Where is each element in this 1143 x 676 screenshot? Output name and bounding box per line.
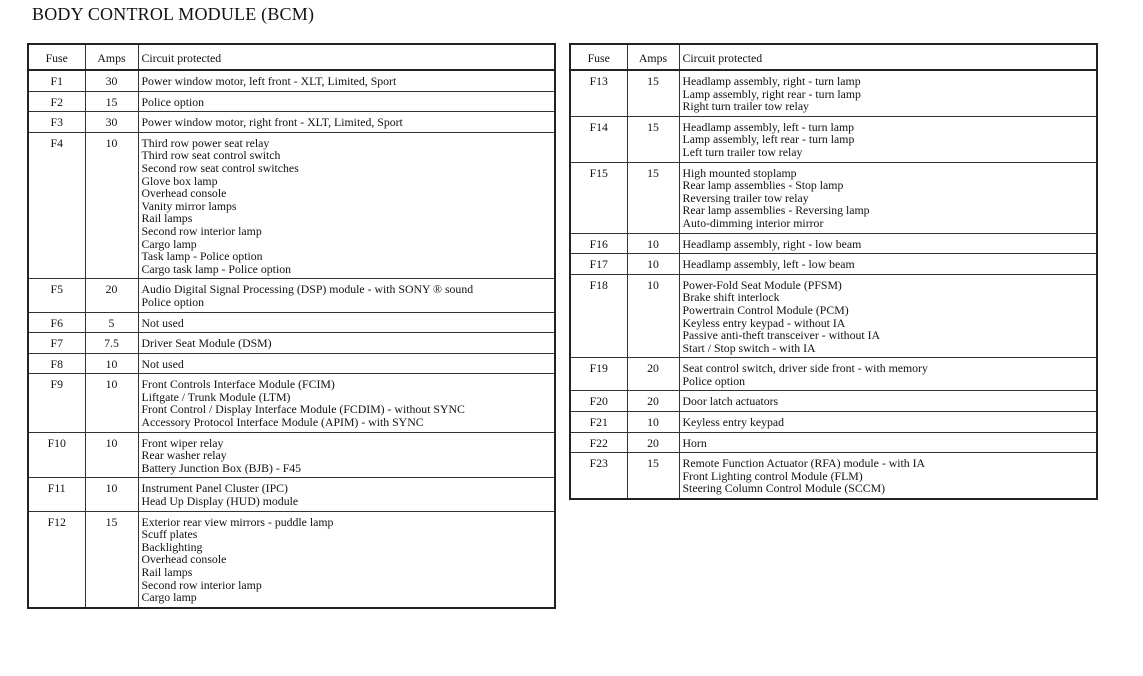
fuse-cell: F23 <box>570 453 627 499</box>
circuit-cell <box>138 112 555 133</box>
fuse-cell: F20 <box>570 391 627 412</box>
fuse-cell: F4 <box>28 132 85 279</box>
amps-cell: 15 <box>627 116 679 162</box>
amps-cell: 20 <box>627 358 679 391</box>
fuse-table-left <box>27 43 556 609</box>
circuit-line: Remote Function Actuator (RFA) module - with IA <box>682 456 926 471</box>
table-row <box>570 453 1097 499</box>
table-row <box>570 70 1097 116</box>
circuit-line: Battery Junction Box (BJB) - F45 <box>141 460 302 475</box>
circuit-line: Rail lamps <box>141 211 193 226</box>
fuse-cell: F8 <box>28 353 85 374</box>
circuit-line: Keyless entry keypad <box>682 415 785 430</box>
circuit-line: Lamp assembly, left rear - turn lamp <box>682 132 855 147</box>
circuit-cell <box>679 116 1097 162</box>
circuit-cell <box>679 274 1097 358</box>
circuit-cell <box>138 91 555 112</box>
circuit-line: Overhead console <box>141 552 227 567</box>
circuit-line: Accessory Protocol Interface Module (APIM) - with SYNC <box>141 415 424 430</box>
circuit-line: Instrument Panel Cluster (IPC) <box>141 481 288 496</box>
circuit-line: Glove box lamp <box>141 173 218 188</box>
amps-cell: 10 <box>85 478 138 511</box>
table-row <box>570 116 1097 162</box>
circuit-line: Third row power seat relay <box>141 135 270 150</box>
fuse-cell: F11 <box>28 478 85 511</box>
amps-cell: 10 <box>85 353 138 374</box>
circuit-line: Passive anti-theft transceiver - without IA <box>682 328 881 343</box>
circuit-line: Police option <box>682 373 746 388</box>
circuit-line: Second row interior lamp <box>141 223 262 238</box>
circuit-line: Task lamp - Police option <box>141 249 263 264</box>
circuit-line: Right turn trailer tow relay <box>682 99 809 114</box>
circuit-line: Rear washer relay <box>141 448 227 463</box>
table-row <box>28 374 555 432</box>
amps-cell: 15 <box>627 70 679 116</box>
circuit-line: Third row seat control switch <box>141 148 281 163</box>
amps-cell: 10 <box>627 274 679 358</box>
circuit-line: Audio Digital Signal Processing (DSP) module - with SONY ® sound <box>141 282 474 297</box>
fuse-cell: F18 <box>570 274 627 358</box>
fuse-cell: F12 <box>28 511 85 608</box>
circuit-cell <box>138 478 555 511</box>
table-row <box>28 478 555 511</box>
circuit-cell <box>138 70 555 91</box>
circuit-line: Headlamp assembly, left - low beam <box>682 257 855 272</box>
header-fuse: Fuse <box>570 44 627 70</box>
circuit-cell <box>679 233 1097 254</box>
circuit-line: Exterior rear view mirrors - puddle lamp <box>141 514 334 529</box>
amps-cell: 10 <box>85 132 138 279</box>
amps-cell: 20 <box>627 432 679 453</box>
fuse-cell: F21 <box>570 412 627 433</box>
circuit-line: Headlamp assembly, right - turn lamp <box>682 74 861 88</box>
circuit-line: Cargo lamp <box>141 590 197 605</box>
circuit-line: Overhead console <box>141 186 227 201</box>
header-amps: Amps <box>85 44 138 70</box>
header-circuit: Circuit protected <box>138 44 555 70</box>
circuit-line: Cargo task lamp - Police option <box>141 261 292 276</box>
circuit-cell <box>679 254 1097 275</box>
fuse-cell: F9 <box>28 374 85 432</box>
circuit-cell <box>138 511 555 608</box>
amps-cell: 30 <box>85 70 138 91</box>
circuit-cell <box>679 391 1097 412</box>
table-row <box>28 70 555 91</box>
amps-cell: 15 <box>627 162 679 233</box>
table-row <box>28 132 555 279</box>
circuit-line: Door latch actuators <box>682 394 779 409</box>
circuit-line: Headlamp assembly, left - turn lamp <box>682 119 855 134</box>
table-row <box>28 279 555 312</box>
circuit-cell <box>138 132 555 279</box>
circuit-line: High mounted stoplamp <box>682 165 797 180</box>
table-row <box>570 391 1097 412</box>
circuit-line: Powertrain Control Module (PCM) <box>682 302 849 317</box>
circuit-line: Reversing trailer tow relay <box>682 190 809 205</box>
circuit-line: Liftgate / Trunk Module (LTM) <box>141 389 291 404</box>
circuit-line: Vanity mirror lamps <box>141 198 237 213</box>
amps-cell: 15 <box>85 91 138 112</box>
fuse-cell: F16 <box>570 233 627 254</box>
amps-cell: 7.5 <box>85 333 138 354</box>
circuit-line: Police option <box>141 294 205 309</box>
circuit-line: Not used <box>141 315 184 330</box>
amps-cell: 10 <box>627 254 679 275</box>
circuit-cell <box>679 453 1097 499</box>
table-row <box>570 412 1097 433</box>
table-row <box>28 91 555 112</box>
fuse-cell: F15 <box>570 162 627 233</box>
circuit-cell <box>679 358 1097 391</box>
table-row <box>28 312 555 333</box>
circuit-cell <box>138 279 555 312</box>
table-row <box>570 233 1097 254</box>
fuse-cell: F22 <box>570 432 627 453</box>
fuse-cell: F7 <box>28 333 85 354</box>
circuit-line: Auto-dimming interior mirror <box>682 215 824 230</box>
fuse-cell: F19 <box>570 358 627 391</box>
circuit-line: Front Lighting control Module (FLM) <box>682 468 863 483</box>
table-row <box>28 112 555 133</box>
circuit-line: Rear lamp assemblies - Reversing lamp <box>682 203 870 218</box>
circuit-cell <box>138 432 555 478</box>
circuit-cell <box>138 333 555 354</box>
circuit-line: Brake shift interlock <box>682 290 780 305</box>
table-row <box>28 511 555 608</box>
circuit-line: Lamp assembly, right rear - turn lamp <box>682 86 861 101</box>
circuit-line: Power-Fold Seat Module (PFSM) <box>682 277 842 292</box>
table-row <box>570 254 1097 275</box>
fuse-cell: F1 <box>28 70 85 91</box>
circuit-line: Power window motor, left front - XLT, Limited, Sport <box>141 74 397 88</box>
circuit-cell <box>679 162 1097 233</box>
table-row <box>570 162 1097 233</box>
circuit-line: Second row seat control switches <box>141 160 299 175</box>
circuit-cell <box>679 70 1097 116</box>
table-header-row <box>570 44 1097 70</box>
amps-cell: 20 <box>627 391 679 412</box>
header-amps: Amps <box>627 44 679 70</box>
amps-cell: 15 <box>85 511 138 608</box>
amps-cell: 10 <box>85 432 138 478</box>
table-row <box>570 358 1097 391</box>
circuit-line: Rear lamp assemblies - Stop lamp <box>682 178 844 193</box>
fuse-cell: F2 <box>28 91 85 112</box>
fuse-cell: F17 <box>570 254 627 275</box>
circuit-line: Front Controls Interface Module (FCIM) <box>141 377 335 392</box>
page-title: BODY CONTROL MODULE (BCM) <box>32 4 315 24</box>
amps-cell: 15 <box>627 453 679 499</box>
circuit-line: Left turn trailer tow relay <box>682 144 803 159</box>
circuit-cell <box>138 353 555 374</box>
fuse-cell: F14 <box>570 116 627 162</box>
circuit-line: Steering Column Control Module (SCCM) <box>682 481 886 496</box>
circuit-line: Scuff plates <box>141 527 198 542</box>
amps-cell: 5 <box>85 312 138 333</box>
table-row <box>570 274 1097 358</box>
circuit-cell <box>679 432 1097 453</box>
fuse-cell: F5 <box>28 279 85 312</box>
amps-cell: 10 <box>85 374 138 432</box>
circuit-line: Horn <box>682 435 707 450</box>
circuit-line: Front wiper relay <box>141 435 224 450</box>
table-row <box>28 432 555 478</box>
circuit-line: Front Control / Display Interface Module (FCDIM) - without SYNC <box>141 402 465 417</box>
circuit-line: Start / Stop switch - with IA <box>682 340 816 355</box>
circuit-line: Keyless entry keypad - without IA <box>682 315 846 330</box>
table-row <box>28 333 555 354</box>
amps-cell: 20 <box>85 279 138 312</box>
fuse-cell: F13 <box>570 70 627 116</box>
table-row <box>570 432 1097 453</box>
circuit-line: Headlamp assembly, right - low beam <box>682 236 862 251</box>
circuit-line: Cargo lamp <box>141 236 197 251</box>
circuit-line: Not used <box>141 356 184 371</box>
circuit-line: Seat control switch, driver side front - with memory <box>682 361 928 376</box>
header-circuit: Circuit protected <box>679 44 1097 70</box>
circuit-line: Head Up Display (HUD) module <box>141 494 299 509</box>
amps-cell: 30 <box>85 112 138 133</box>
fuse-cell: F3 <box>28 112 85 133</box>
circuit-line: Police option <box>141 94 205 109</box>
circuit-line: Backlighting <box>141 539 203 554</box>
circuit-line: Second row interior lamp <box>141 577 262 592</box>
circuit-line: Rail lamps <box>141 565 193 579</box>
fuse-cell: F10 <box>28 432 85 478</box>
amps-cell: 10 <box>627 233 679 254</box>
circuit-cell <box>138 312 555 333</box>
fuse-cell: F6 <box>28 312 85 333</box>
circuit-cell <box>138 374 555 432</box>
amps-cell: 10 <box>627 412 679 433</box>
fuse-table-right <box>569 43 1098 500</box>
circuit-line: Power window motor, right front - XLT, Limited, Sport <box>141 115 403 130</box>
circuit-cell <box>679 412 1097 433</box>
table-row <box>28 353 555 374</box>
circuit-line: Driver Seat Module (DSM) <box>141 336 272 351</box>
header-fuse: Fuse <box>28 44 85 70</box>
table-header-row <box>28 44 555 70</box>
